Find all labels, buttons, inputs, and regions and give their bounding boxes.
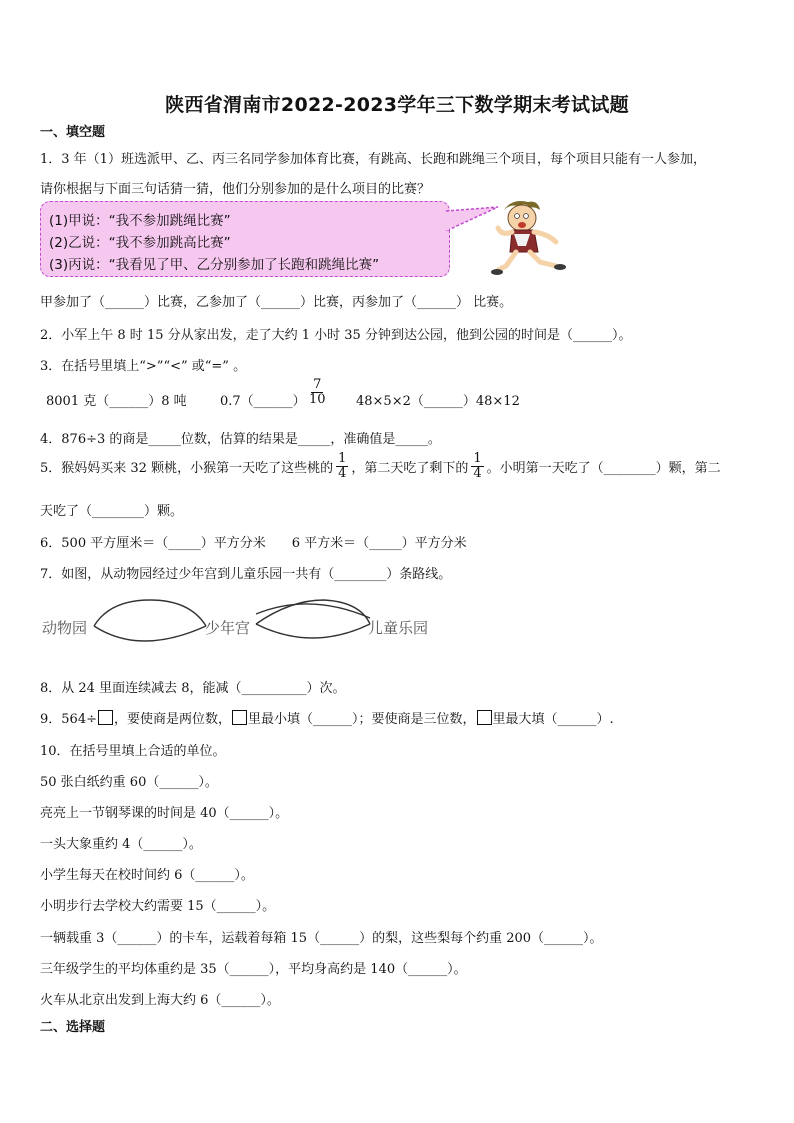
blank-box-icon xyxy=(232,710,247,725)
route-lower-2 xyxy=(256,624,370,638)
q5-frac1-num: 1 xyxy=(338,451,347,466)
blank-box-icon xyxy=(477,710,492,725)
bubble-line-1: (1)甲说：“我不参加跳绳比赛” xyxy=(49,213,231,229)
q3-stem: 3．在括号里填上“>”“<” 或“=” 。 xyxy=(40,359,247,374)
q4-text: 4．876÷3 的商是_____位数，估算的结果是_____，准确值是_____。 xyxy=(40,432,441,447)
q5-frac1-den: 4 xyxy=(338,466,347,481)
q3-item-c: 48×5×2（______）48×12 xyxy=(356,394,520,409)
route-diagram xyxy=(80,594,380,654)
q5-part3: 。小明第一天吃了（________）颗，第二 xyxy=(486,461,721,476)
q9-part4: 里最大填（______）. xyxy=(492,712,614,727)
q9-part3: 里最小填（______）；要使商是三位数， xyxy=(248,712,476,727)
q10-item-3: 一头大象重约 4（______）。 xyxy=(40,837,202,852)
q10-item-4: 小学生每天在校时间约 6（______）。 xyxy=(40,868,254,883)
section-heading-multiple-choice: 二、选择题 xyxy=(40,1020,106,1035)
q10-item-2: 亮亮上一节钢琴课的时间是 40（______）。 xyxy=(40,806,289,821)
q5-frac2-num: 1 xyxy=(473,451,482,466)
q8-text: 8．从 24 里面连续减去 8，能减（__________）次。 xyxy=(40,681,346,696)
q9-text xyxy=(40,708,614,727)
page-title: 陕西省渭南市2022-2023学年三下数学期末考试试题 xyxy=(165,94,629,116)
zoo-label: 动物园 xyxy=(42,619,88,637)
bubble-line-2: (2)乙说：“我不参加跳高比赛” xyxy=(49,235,231,251)
q7-stem: 7．如图，从动物园经过少年宫到儿童乐园一共有（________）条路线。 xyxy=(40,567,452,582)
q3-item-b-left: 0.7（______） xyxy=(220,394,306,409)
q5-line2: 天吃了（________）颗。 xyxy=(40,504,184,519)
route-lower-1 xyxy=(94,626,206,641)
q5-frac2-den: 4 xyxy=(473,466,482,481)
q10-stem: 10．在括号里填上合适的单位。 xyxy=(40,744,226,759)
q5-part2: ，第二天吃了剩下的 xyxy=(351,461,469,476)
q1-line2: 请你根据与下面三句话猜一猜，他们分别参加的是什么项目的比赛？ xyxy=(40,182,431,197)
q9-part1: 9．564÷ xyxy=(40,712,97,727)
q5-line1 xyxy=(40,452,721,481)
children-park-label: 儿童乐园 xyxy=(368,619,429,637)
q10-item-8: 火车从北京出发到上海大约 6（______）。 xyxy=(40,993,280,1008)
section-heading-fill-blank: 一、填空题 xyxy=(40,125,106,140)
q3-fraction-denominator: 10 xyxy=(309,392,326,407)
bubble-line-3: (3)丙说：“我看见了甲、乙分别参加了长跑和跳绳比赛” xyxy=(49,257,380,273)
q10-item-1: 50 张白纸约重 60（______）。 xyxy=(40,775,218,790)
route-upper-1 xyxy=(94,600,206,626)
q10-item-6: 一辆载重 3（______）的卡车，运载着每箱 15（______）的梨，这些梨每个约重 200（______）。 xyxy=(40,931,603,946)
q10-item-5: 小明步行去学校大约需要 15（______）。 xyxy=(40,899,276,914)
q3-item-a: 8001 克（______）8 吨 xyxy=(46,394,187,409)
q10-item-7: 三年级学生的平均体重约是 35（______），平均身高约是 140（______）。 xyxy=(40,962,467,977)
q6-text: 6．500 平方厘米＝（_____）平方分米 6 平方米＝（_____）平方分米 xyxy=(40,536,467,551)
q9-part2: ，要使商是两位数， xyxy=(113,712,231,727)
q1-answer-line: 甲参加了（______）比赛，乙参加了（______）比赛，丙参加了（______） 比赛。 xyxy=(40,295,513,310)
q3-fraction xyxy=(306,378,329,407)
q2-text: 2．小军上午 8 时 15 分从家出发，走了大约 1 小时 35 分钟到达公园，他到公园的时间是（______）。 xyxy=(40,328,632,343)
q3-fraction-numerator: 7 xyxy=(313,377,322,392)
blank-box-icon xyxy=(98,710,113,725)
running-boy-illustration xyxy=(490,196,572,280)
youth-palace-label: 少年宫 xyxy=(205,619,251,637)
q1-line1: 1．3 年（1）班选派甲、乙、丙三名同学参加体育比赛，有跳高、长跑和跳绳三个项目，每个项目只能有一人参加， xyxy=(40,152,706,167)
q5-part1: 5．猴妈妈买来 32 颗桃，小猴第一天吃了这些桃的 xyxy=(40,461,334,476)
speech-bubble xyxy=(40,201,450,277)
